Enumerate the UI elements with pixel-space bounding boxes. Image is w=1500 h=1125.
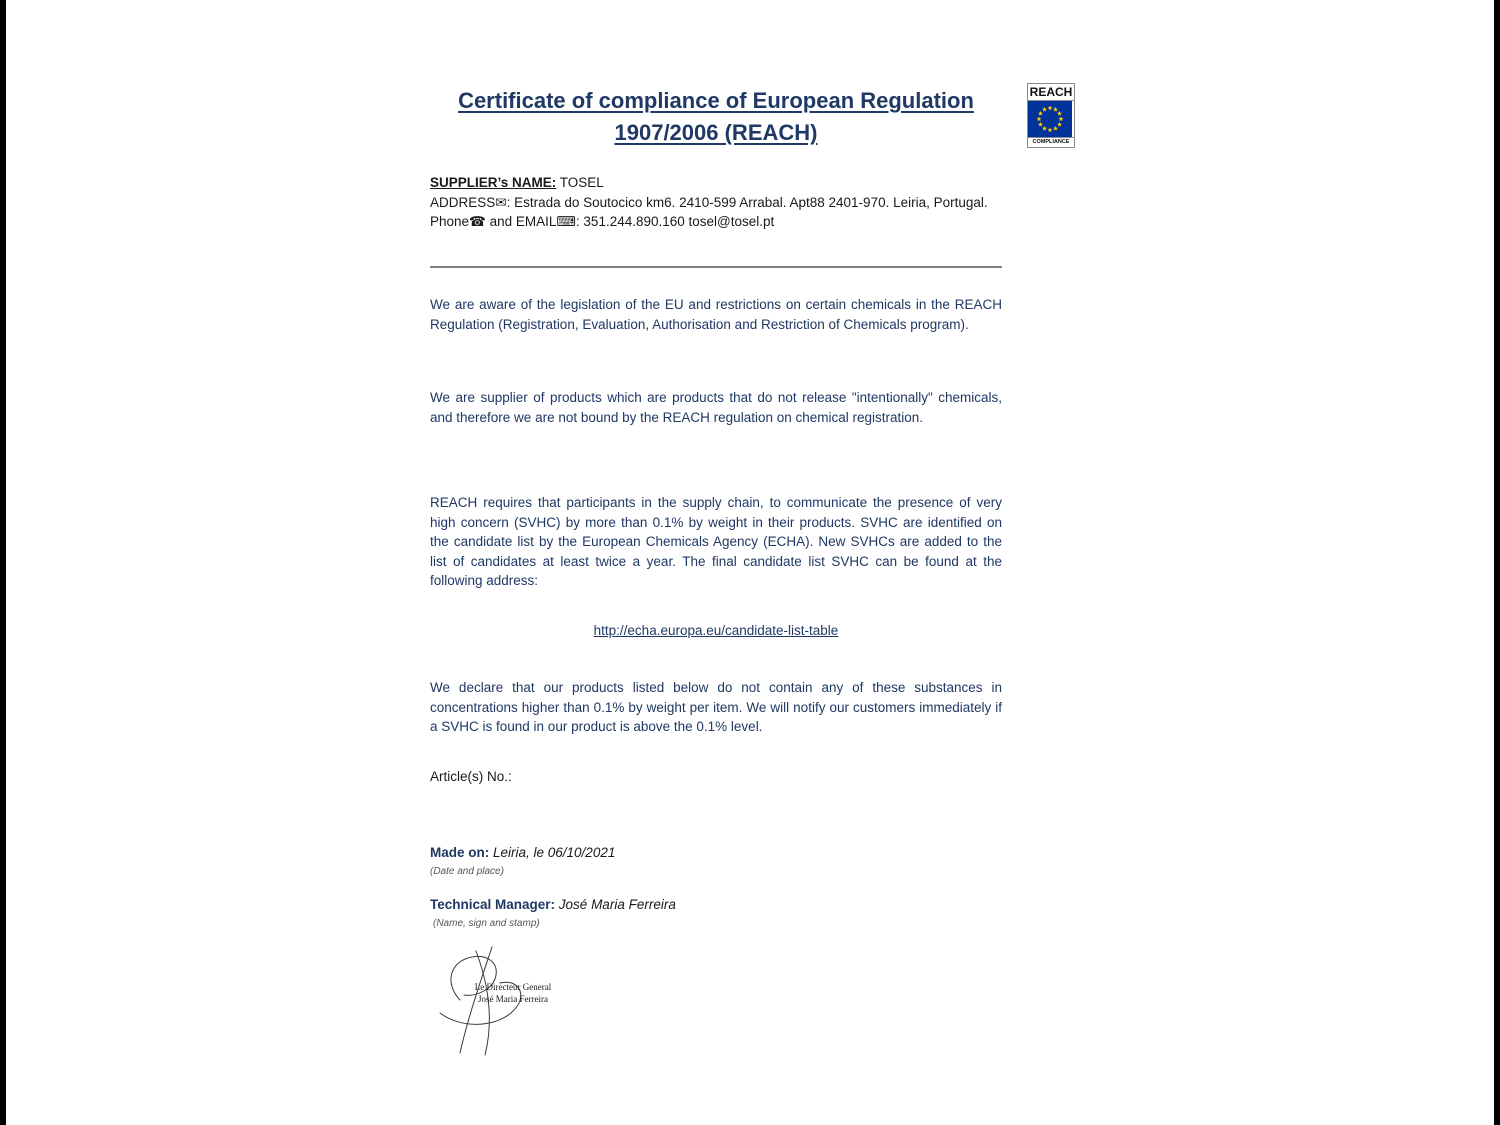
reach-compliance-logo (1027, 83, 1075, 148)
made-on-value: Leiria, le 06/10/2021 (489, 845, 616, 860)
compliance-logo-label: COMPLIANCE (1028, 137, 1074, 147)
signature-area (430, 945, 560, 1060)
certificate-document (430, 85, 1073, 1085)
supplier-name-label: SUPPLIER’s NAME: (430, 175, 557, 190)
name-sign-stamp-caption: (Name, sign and stamp) (433, 918, 540, 929)
phone-label: Phone (430, 214, 470, 229)
supplier-block (430, 173, 1002, 232)
computer-icon: ⌨ (556, 214, 576, 229)
page-edge-left (0, 0, 6, 1125)
technical-manager-value: José Maria Ferreira (555, 897, 676, 912)
candidate-list-link-row (430, 622, 1002, 640)
email-label: and EMAIL (485, 214, 557, 229)
paragraph-reach-awareness: We are aware of the legislation of the EU and restrictions on certain chemicals in the REACH Regulation (Registration, Evaluation, Authorisation and Restriction of Chemicals program). (430, 297, 1002, 332)
envelope-icon: ✉ (495, 194, 507, 210)
supplier-name-value: TOSEL (556, 175, 604, 190)
title-line-1: Certificate of compliance of European Regulation (458, 88, 974, 113)
paragraph-declaration: We declare that our products listed below do not contain any of these substances in concentrations higher than 0.1% by weight per item. We will notify our customers immediately if a SVHC is found in our product is above the 0.1% level. (430, 680, 1002, 735)
made-on-label: Made on: (430, 845, 490, 860)
phone-icon: ☎ (469, 214, 486, 229)
technical-manager-line (430, 897, 1002, 912)
address-label: ADDRESS (430, 194, 496, 210)
article-number-label: Article(s) No.: (430, 769, 512, 784)
title-line-2: 1907/2006 (REACH) (614, 120, 818, 145)
divider-line (430, 266, 1002, 268)
reach-logo-label: REACH (1029, 85, 1073, 99)
stamp-line-2: José Maria Ferreira (478, 994, 548, 1004)
document-title (430, 85, 1002, 149)
paragraph-supplier-statement: We are supplier of products which are products that do not release "intentionally" chemicals, and therefore we are not bound by the REACH regulation on chemical registration. (430, 390, 1002, 425)
date-place-caption: (Date and place) (430, 866, 504, 877)
stamp-line-1: Le Directeur General (474, 982, 552, 992)
contact-value: : 351.244.890.160 tosel@tosel.pt (575, 214, 775, 229)
technical-manager-label: Technical Manager: (430, 897, 556, 912)
stamp-text (458, 981, 568, 1005)
eu-flag-icon (1028, 101, 1072, 137)
paragraph-svhc-requirement: REACH requires that participants in the supply chain, to communicate the presence of very high concern (SVHC) by more than 0.1% by weight in their products. SVHC are identified on the candidate list by the European Chemicals Agency (ECHA). New SVHCs are added to the list of candidates at least twice a year. The final candidate list SVHC can be found at the following address: (430, 495, 1002, 589)
address-value: : Estrada do Soutocico km6. 2410-599 Arrabal. Apt88 2401-970. Leiria, Portugal. (506, 194, 988, 210)
supplier-contact-line (430, 212, 1002, 232)
supplier-name-line (430, 173, 1002, 193)
candidate-list-link[interactable]: http://echa.europa.eu/candidate-list-table (593, 623, 839, 638)
page-edge-right (1494, 0, 1500, 1125)
made-on-line (430, 845, 1002, 860)
supplier-address-line (430, 193, 1002, 213)
